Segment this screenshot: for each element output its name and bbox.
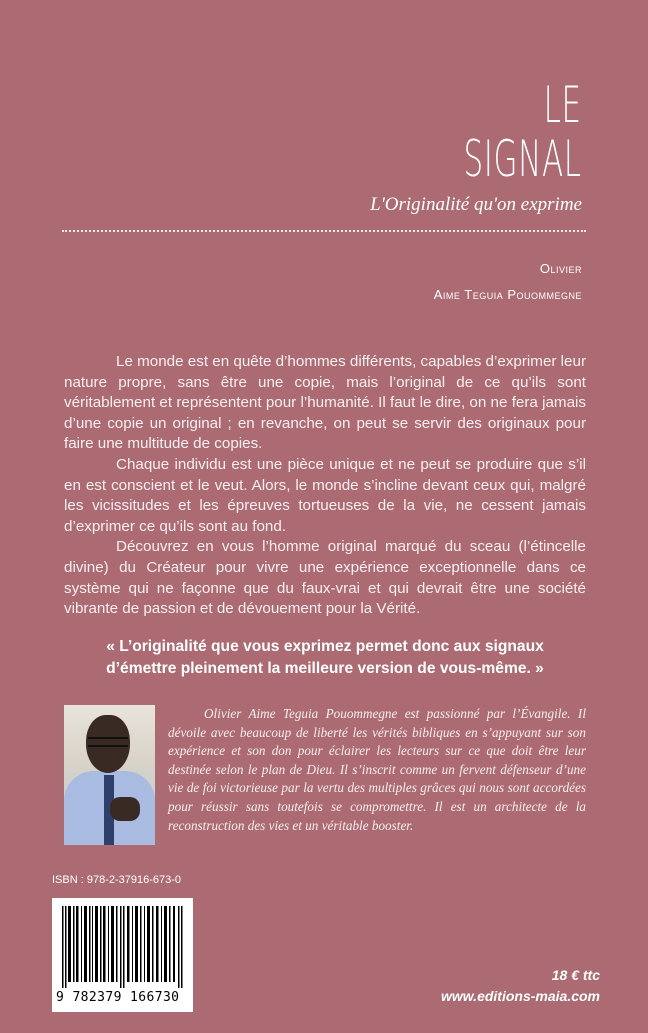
- quote-line-2: d’émettre pleinement la meilleure version de vous-même. »: [106, 660, 544, 677]
- publisher-website: www.editions-maia.com: [441, 988, 600, 1004]
- summary-paragraph-2: Chaque individu est une pièce unique et ne peut se produire que s’il en est conscient et le veut. Alors, le monde s’incline devant ceux qui, malgré les vicissitudes et les épreuves tortueuses de la vie, ne cessent jamais d’exprimer ce qu’ils sont au fond.: [64, 455, 586, 535]
- quote-line-1: « L’originalité que vous exprimez permet donc aux signaux: [106, 638, 544, 655]
- bio-paragraph: Olivier Aime Teguia Pouommegne est passionné par l’Évangile. Il dévoile avec beaucoup de liberté les vérités bibliques en s’appuyant sur son expérience et son don pour éclairer les lecteurs sur ce que doit être leur destinée selon le plan de Dieu. Il s’inscrit comme un fervent défenseur d’une vie de foi victorieuse par la vertu des multiples grâces qui nous sont accordées pour réussir sans toutefois se compromettre. Il est un architecte de la reconstruction des vies et un véritable booster.: [168, 706, 586, 833]
- summary-text: [64, 352, 586, 620]
- author-photo: [64, 705, 155, 845]
- dotted-divider: [62, 230, 586, 232]
- author-first-name: Olivier: [539, 261, 582, 276]
- title-line-2: SIGNAL: [463, 130, 582, 188]
- author-bio: [168, 705, 586, 835]
- price: 18 € ttc: [551, 967, 600, 983]
- book-title: [391, 78, 582, 186]
- barcode-icon: [60, 906, 185, 988]
- author-last-names: Aime Teguia Pouommegne: [433, 287, 582, 302]
- isbn-label: ISBN : 978-2-37916-673-0: [52, 874, 182, 886]
- title-line-1: LE: [543, 76, 582, 134]
- pull-quote: [64, 636, 586, 680]
- barcode: [52, 898, 193, 1012]
- summary-paragraph-3: Découvrez en vous l’homme original marqué du sceau (l’étincelle divine) du Créateur pour vivre une expérience exceptionnelle dans ce système qui ne façonne que du faux-vrai et qui devrait être une société vibrante de passion et de dévouement pour la Vérité.: [64, 538, 586, 618]
- book-subtitle: L'Originalité qu'on exprime: [370, 194, 582, 215]
- summary-paragraph-1: Le monde est en quête d’hommes différents, capables d’exprimer leur nature propre, sans être une copie, mais l’original de ce qu’ils sont véritablement et représentent pour l’humanité. Il faut le dire, on ne fera jamais d’une copie un original ; en revanche, on peut se servir des originaux pour faire une multitude de copies.: [64, 353, 586, 453]
- author-name: [434, 256, 582, 308]
- barcode-number: 9 782379 166730: [56, 990, 180, 1005]
